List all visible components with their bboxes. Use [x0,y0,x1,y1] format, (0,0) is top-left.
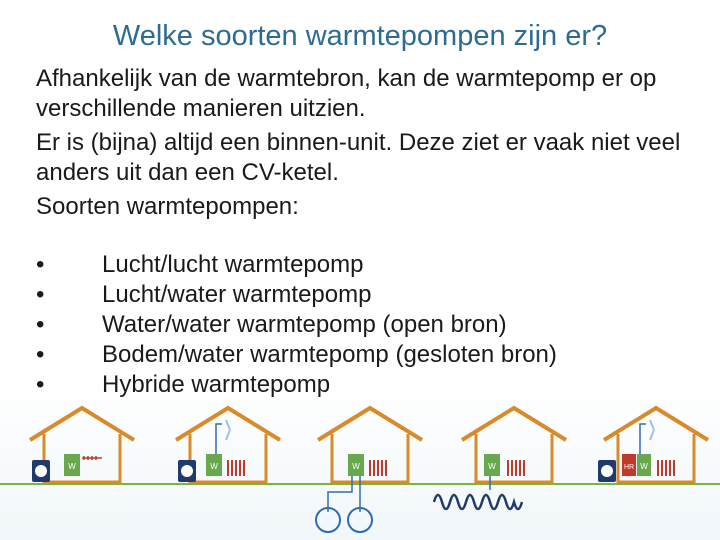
list-item [36,340,557,370]
radiator-icon [658,460,674,476]
heat-pump-type-list [36,250,557,400]
paragraph-types-heading: Soorten warmtepompen: [36,193,299,220]
tap-icon [226,420,230,440]
unit-label: W [210,462,218,471]
unit-label: W [68,462,76,471]
list-item [36,280,557,310]
radiator-icon [508,460,524,476]
bullet: • [36,311,45,338]
list-item-label: Bodem/water warmtepomp (gesloten bron) [102,341,557,368]
fan-icon [35,465,47,477]
heat-pump-illustration [0,402,720,540]
unit-label: W [488,462,496,471]
house-water-water [316,408,422,532]
pipe [640,424,646,454]
bullet: • [36,371,45,398]
list-item-label: Lucht/lucht warmtepomp [102,251,364,278]
list-item [36,370,557,400]
paragraph-indoor-unit: Er is (bijna) altijd een binnen-unit. Deze ziet er vaak niet veel anders uit dan een CV-ketel. [36,129,681,186]
slide-title: Welke soorten warmtepompen zijn er? [112,20,608,52]
house-icon [604,408,708,440]
list-item [36,250,557,280]
house-icon [30,408,134,440]
list-item-label: Lucht/water warmtepomp [102,281,372,308]
fan-icon [181,465,193,477]
air-outlet-icon [82,456,102,460]
list-item [36,310,557,340]
paragraph-intro: Afhankelijk van de warmtebron, kan de warmtepomp er op verschillende manieren uitzien. [36,65,657,122]
house-air-water [176,408,280,482]
radiator-icon [370,460,386,476]
bullet: • [36,341,45,368]
fan-icon [601,465,613,477]
tap-icon [650,420,654,440]
radiator-icon [228,460,244,476]
house-hybrid [598,408,708,482]
unit-label: W [640,462,648,471]
bullet: • [36,251,45,278]
house-icon [462,408,566,440]
body-text [36,64,696,226]
house-air-air [30,408,134,482]
ground-loop-icon [434,495,522,509]
list-item-label: Water/water warmtepomp (open bron) [102,311,507,338]
house-icon [318,408,422,440]
unit-label: W [352,462,360,471]
bullet: • [36,281,45,308]
pipe [216,424,222,454]
list-item-label: Hybride warmtepomp [102,371,331,398]
boiler-label: HR [623,464,635,471]
house-ground-water [434,408,566,509]
